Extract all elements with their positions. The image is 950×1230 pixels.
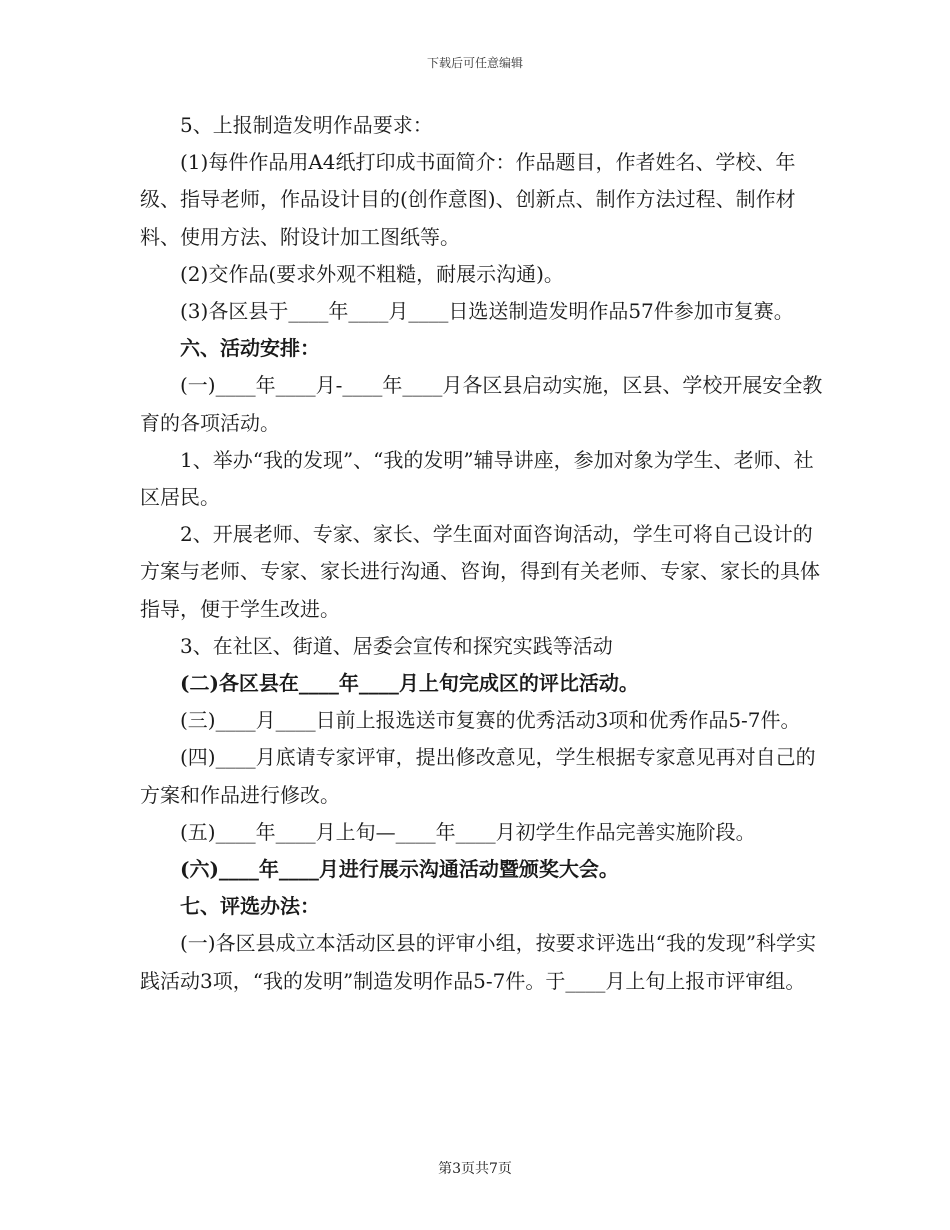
paragraph: (三)____月____日前上报选送市复赛的优秀活动3项和优秀作品5-7件。 <box>180 708 801 733</box>
paragraph: 1、举办“我的发现”、“我的发明”辅导讲座，参加对象为学生、老师、社区居民。 <box>140 447 814 510</box>
paragraph: 2、开展老师、专家、家长、学生面对面咨询活动，学生可将自己设计的方案与老师、专家、家长进行沟通、咨询，得到有关老师、专家、家长的具体指导，便于学生改进。 <box>140 522 820 621</box>
paragraph: (一)____年____月-____年____月各区县启动实施，区县、学校开展安全教育的各项活动。 <box>140 373 823 435</box>
paragraph: 5、上报制造发明作品要求： <box>180 113 433 137</box>
page-footer: 第3页共7页 <box>438 1161 512 1177</box>
section-heading: 六、活动安排： <box>180 336 320 361</box>
document-body <box>140 107 830 1000</box>
paragraph: (四)____月底请专家评审，提出修改意见，学生根据专家意见再对自己的方案和作品进行修改。 <box>140 745 816 807</box>
section-heading: 七、评选办法： <box>180 894 320 919</box>
paragraph: (1)每件作品用A4纸打印成书面简介：作品题目，作者姓名、学校、年级、指导老师，作品设计目的(创作意图)、创新点、制作方法过程、制作材料、使用方法、附设计加工图纸等。 <box>140 150 796 249</box>
paragraph: (2)交作品(要求外观不粗糙，耐展示沟通)。 <box>180 261 564 286</box>
paragraph-bold: (二)各区县在____年____月上旬完成区的评比活动。 <box>180 671 639 696</box>
paragraph: (五)____年____月上旬—____年____月初学生作品完善实施阶段。 <box>180 819 756 844</box>
paragraph: (一)各区县成立本活动区县的评审小组，按要求评选出“我的发现”科学实践活动3项，“我的发明”制造发明作品5-7件。于____月上旬上报市评审组。 <box>140 931 817 993</box>
paragraph: (3)各区县于____年____月____日选送制造发明作品57件参加市复赛。 <box>180 299 794 324</box>
paragraph: 3、在社区、街道、居委会宣传和探究实践等活动 <box>180 633 613 658</box>
page-header: 下载后可任意编辑 <box>426 56 523 70</box>
paragraph-bold: (六)____年____月进行展示沟通活动暨颁奖大会。 <box>180 857 619 882</box>
